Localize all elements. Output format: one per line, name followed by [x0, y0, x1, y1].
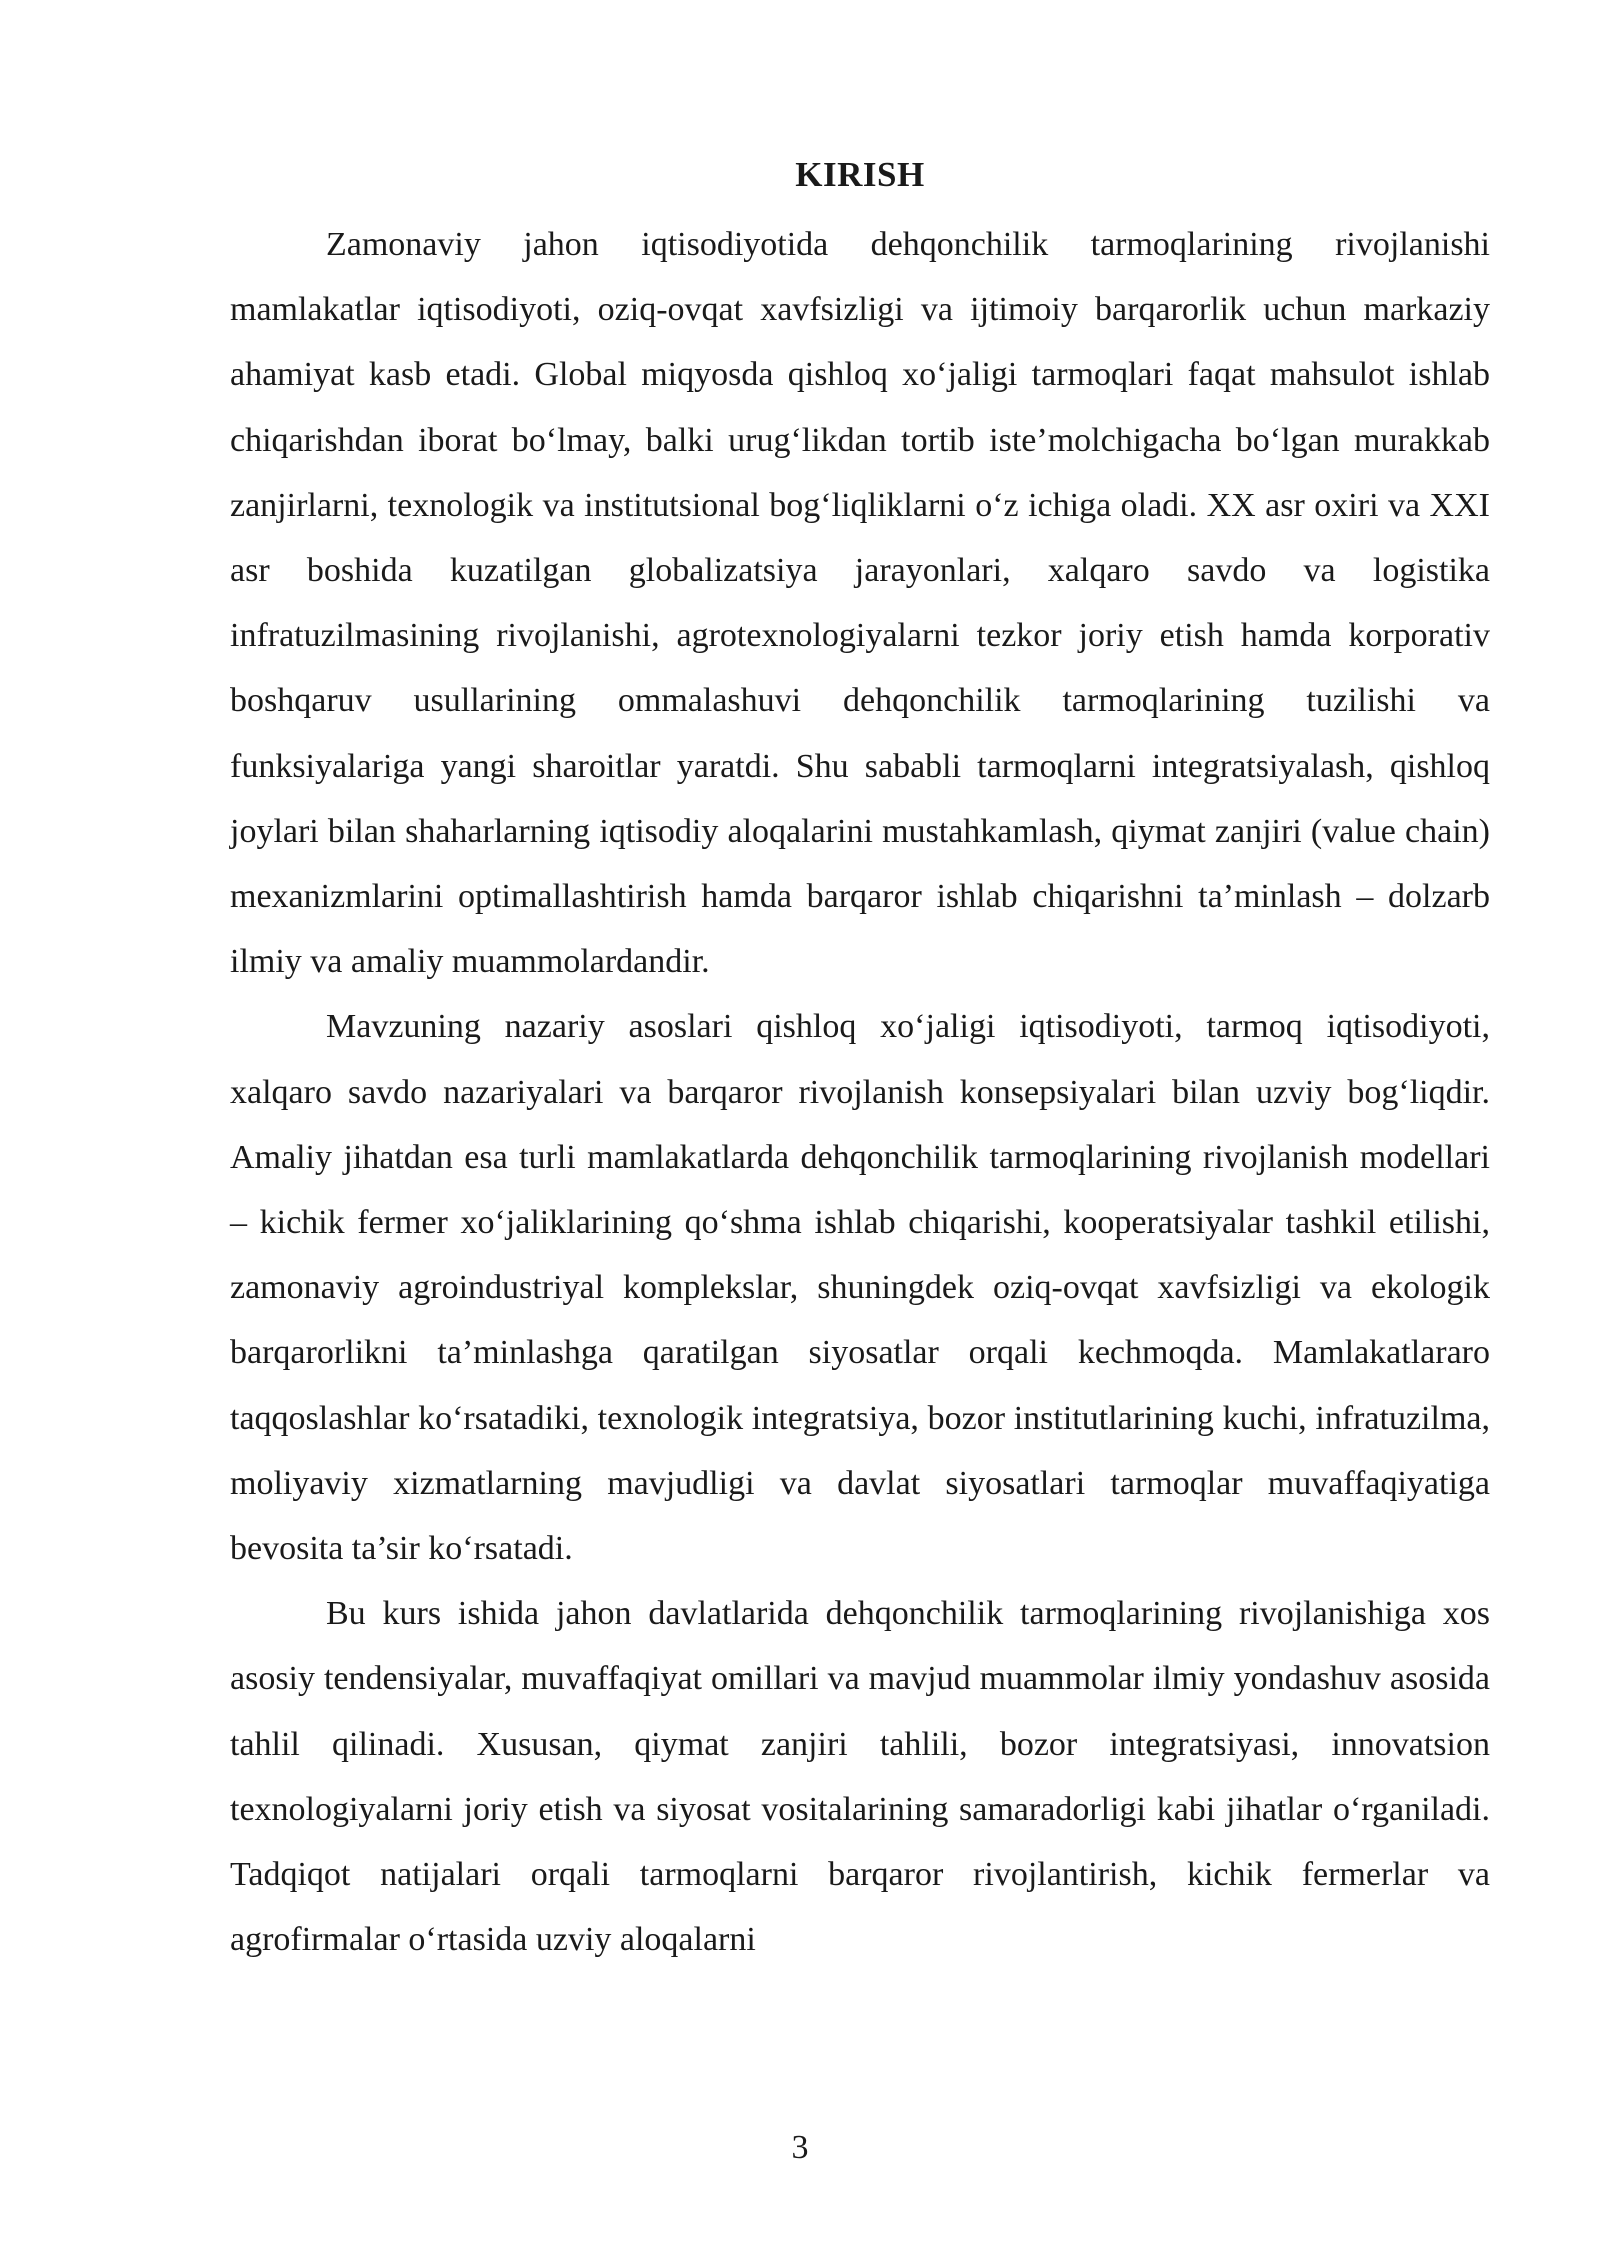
- page-number: 3: [791, 2129, 809, 2166]
- section-title: KIRISH: [795, 155, 925, 194]
- paragraph-1: Zamonaviy jahon iqtisodiyotida dehqonchilik tarmoqlarining rivojlanishi mamlakatlar iqtisodiyoti, oziq-ovqat xavfsizligi va ijtimoiy barqarorlik uchun markaziy ahamiyat kasb etadi. Global miqyosda qishloq xo‘jaligi tarmoqlari faqat mahsulot ishlab chiqarishdan iborat bo‘lmay, balki urug‘likdan tortib iste’molchigacha bo‘lgan murakkab zanjirlarni, texnologik va institutsional bog‘liqliklarni o‘z ichiga oladi. XX asr oxiri va XXI asr boshida kuzatilgan globalizatsiya jarayonlari, xalqaro savdo va logistika infratuzilmasining rivojlanishi, agrotexnologiyalarni tezkor joriy etish hamda korporativ boshqaruv usullarining ommalashuvi dehqonchilik tarmoqlarining tuzilishi va funksiyalariga yangi sharoitlar yaratdi. Shu sababli tarmoqlarni integratsiyalash, qishloq joylari bilan shaharlarning iqtisodiy aloqalarini mustahkamlash, qiymat zanjiri (value chain) mexanizmlarini optimallashtirish hamda barqaror ishlab chiqarishni ta’minlash – dolzarb ilmiy va amaliy muammolardandir.: [230, 226, 1490, 981]
- page-content: [230, 148, 1490, 1972]
- paragraph-3: Bu kurs ishida jahon davlatlarida dehqonchilik tarmoqlarining rivojlanishiga xos asosiy tendensiyalar, muvaffaqiyat omillari va mavjud muammolar ilmiy yondashuv asosida tahlil qilinadi. Xususan, qiymat zanjiri tahlili, bozor integratsiyasi, innovatsion texnologiyalarni joriy etish va siyosat vositalarining samaradorligi kabi jihatlar o‘rganiladi. Tadqiqot natijalari orqali tarmoqlarni barqaror rivojlantirish, kichik fermerlar va agrofirmalar o‘rtasida uzviy aloqalarni: [230, 1595, 1490, 1959]
- paragraph-2: Mavzuning nazariy asoslari qishloq xo‘jaligi iqtisodiyoti, tarmoq iqtisodiyoti, xalqaro savdo nazariyalari va barqaror rivojlanish konsepsiyalari bilan uzviy bog‘liqdir. Amaliy jihatdan esa turli mamlakatlarda dehqonchilik tarmoqlarining rivojlanish modellari – kichik fermer xo‘jaliklarining qo‘shma ishlab chiqarishi, kooperatsiyalar tashkil etilishi, zamonaviy agroindustriyal komplekslar, shuningdek oziq-ovqat xavfsizligi va ekologik barqarorlikni ta’minlashga qaratilgan siyosatlar orqali kechmoqda. Mamlakatlararo taqqoslashlar ko‘rsatadiki, texnologik integratsiya, bozor institutlarining kuchi, infratuzilma, moliyaviy xizmatlarning mavjudligi va davlat siyosatlari tarmoqlar muvaffaqiyatiga bevosita ta’sir ko‘rsatadi.: [230, 1008, 1490, 1568]
